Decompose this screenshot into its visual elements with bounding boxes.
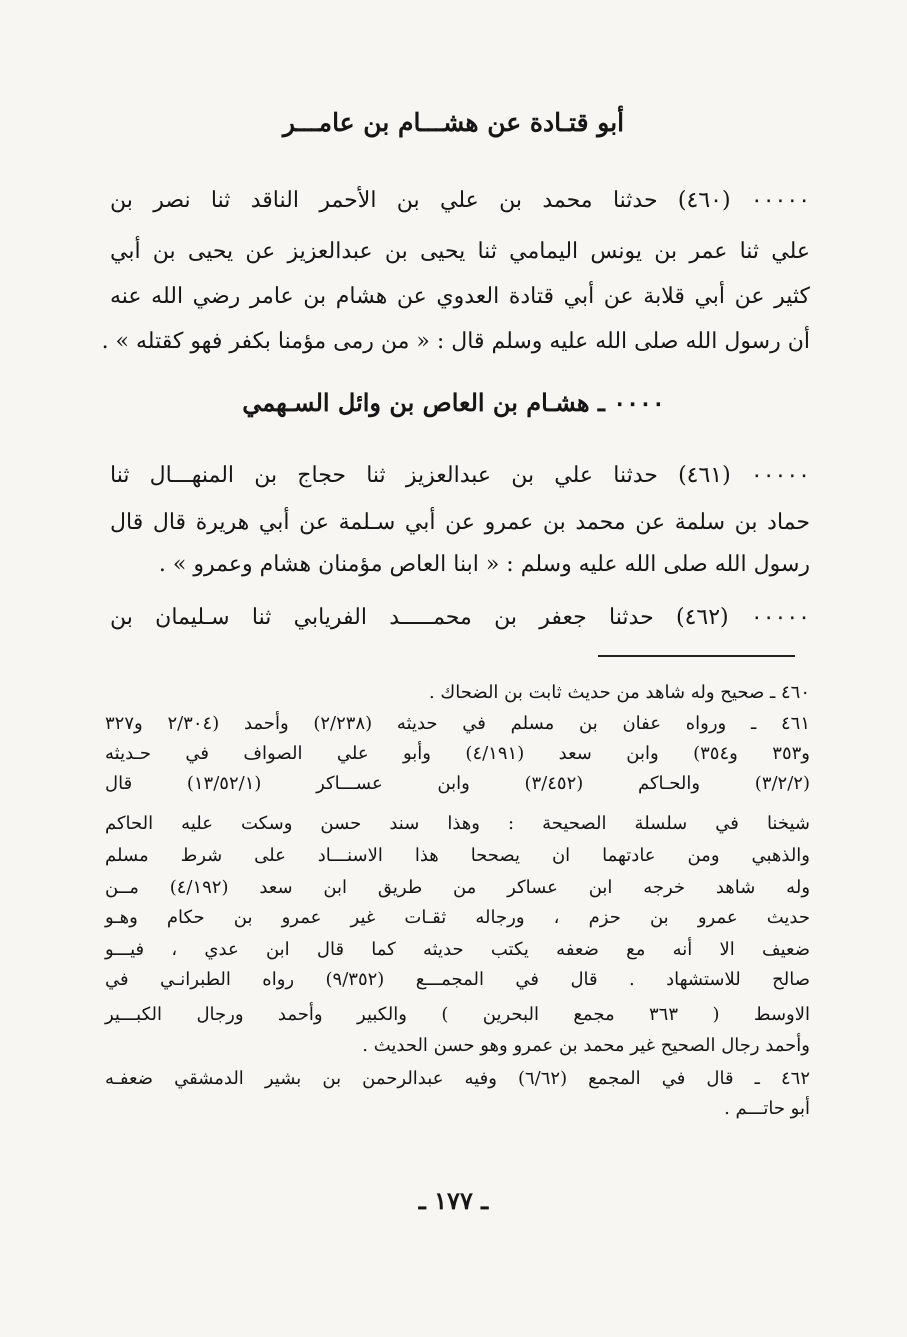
hadith-461-line-3: رسول الله صلى الله عليه وسلم : « ابنا العاص مؤمنان هشام وعمرو » . bbox=[158, 552, 810, 577]
hadith-460-line-3: كثير عن أبي قلابة عن أبي قتادة العدوي عن هشام بن عامر رضي الله عنه bbox=[110, 284, 810, 309]
footnote-461-line-11: وأحمد رجال الصحيح غير محمد بن عمرو وهو حسن الحديث . bbox=[362, 1035, 810, 1056]
page-number: ـ ١٧٧ ـ bbox=[418, 1186, 489, 1215]
footnote-461-line-7: حديث عمرو بن حزم ، ورجاله ثقـات غير عمرو بن حكام وهـو bbox=[105, 907, 810, 928]
footnote-461-line-5: والذهبي ومن عادتهما ان يصححا هذا الاسنـــاد على شرط مسلم bbox=[105, 845, 810, 866]
hadith-460-line-2: علي ثنا عمر بن يونس اليمامي ثنا يحيى بن عبدالعزيز عن يحيى بن أبي bbox=[110, 239, 810, 264]
hadith-462-line-1: ٠٠٠٠٠ (٤٦٢) حدثنا جعفر بن محمـــــد الفريابي ثنا سـليمان بن bbox=[110, 605, 810, 630]
footnote-461-line-4: شيخنا في سلسلة الصحيحة : وهذا سند حسن وسكت عليه الحاكم bbox=[105, 813, 810, 834]
footnote-461-line-2: و٣٥٣ و٣٥٤) وابن سعد (٤/١٩١) وأبو علي الصواف في حـديثه bbox=[105, 743, 810, 764]
section-heading-hisham-bin-al-as: ٠٠٠٠ ـ هشـام بن العاص بن وائل السـهمي bbox=[242, 388, 665, 417]
footnote-462-line-1: ٤٦٢ ـ قال في المجمع (٦/٦٢) وفيه عبدالرحمن بن بشير الدمشقي ضعفـه bbox=[105, 1068, 810, 1089]
hadith-461-line-2: حماد بن سلمة عن محمد بن عمرو عن أبي سـلمة عن أبي هريرة قال قال bbox=[110, 510, 810, 535]
hadith-460-line-4: أن رسول الله صلى الله عليه وسلم قال : « من رمى مؤمنا بكفر فهو كقتله » . bbox=[101, 329, 810, 354]
footnote-461-line-6: وله شاهد خرجه ابن عساكر من طريق ابن سعد (٤/١٩٢) مــن bbox=[105, 877, 811, 898]
footnote-461-line-1: ٤٦١ ـ ورواه عفان بن مسلم في حديثه (٢/٢٣٨) وأحمد (٢/٣٠٤ و٣٢٧ bbox=[105, 713, 810, 734]
footnote-461-line-3: (٣/٢/٢) والحـاكم (٣/٤٥٢) وابن عســـاكر (١٣/٥٢/١) قال bbox=[105, 773, 810, 794]
footnote-separator bbox=[598, 655, 795, 657]
footnote-461-line-10: الاوسط ( ٣٦٣ مجمع البحرين ) والكبير وأحمد ورجال الكبـــير bbox=[105, 1004, 810, 1025]
footnote-461-line-8: ضعيف الا أنه مع ضعفه يكتب حديثه كما قال ابن عدي ، فيـــو bbox=[105, 939, 810, 960]
hadith-461-line-1: ٠٠٠٠٠ (٤٦١) حدثنا علي بن عبدالعزيز ثنا حجاج بن المنهـــال ثنا bbox=[110, 463, 810, 488]
section-heading-abu-qatada: أبو قتـادة عن هشـــام بن عامـــر bbox=[282, 108, 625, 137]
footnote-462-line-2: أبو حاتـــم . bbox=[724, 1098, 810, 1119]
footnote-461-line-9: صالح للاستشهاد . قال في المجمـــع (٩/٣٥٢) رواه الطبرانـي في bbox=[105, 969, 810, 990]
hadith-460-line-1: ٠٠٠٠٠ (٤٦٠) حدثنا محمد بن علي بن الأحمر الناقد ثنا نصر بن bbox=[110, 188, 811, 213]
footnote-460: ٤٦٠ ـ صحيح وله شاهد من حديث ثابت بن الضحاك . bbox=[428, 682, 810, 703]
